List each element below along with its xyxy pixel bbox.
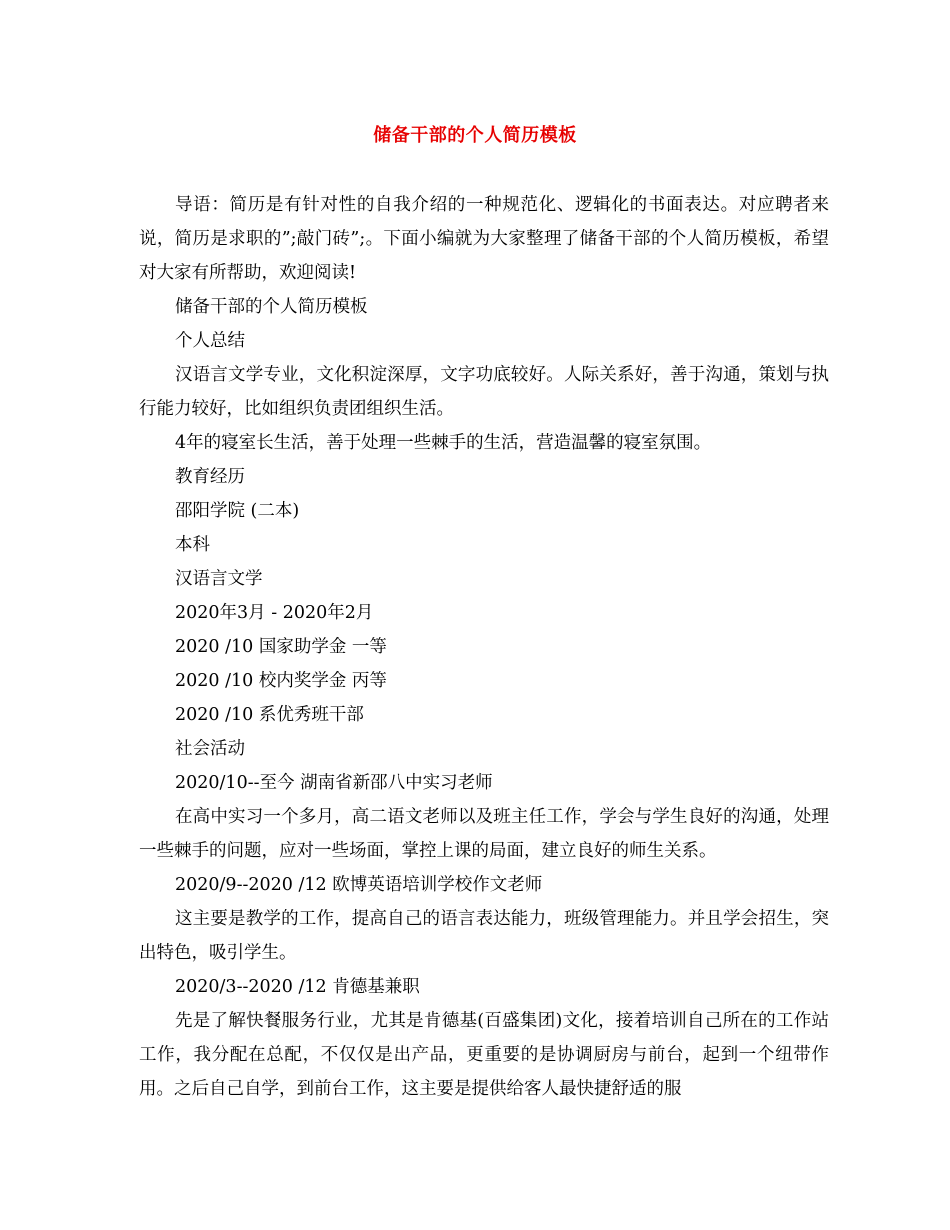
award-line: 2020 /10 系优秀班干部 xyxy=(175,705,364,725)
section-heading-activities: 社会活动 xyxy=(175,739,245,759)
activity-paragraph: 这主要是教学的工作，提高自己的语言表达能力，班级管理能力。并且学会招生，突出特色，吸引学生。 xyxy=(139,909,829,963)
education-line: 邵阳学院 (二本) xyxy=(175,501,300,521)
section-heading-summary: 个人总结 xyxy=(175,331,245,351)
document-body xyxy=(139,188,829,1106)
education-line: 2020年3月 - 2020年2月 xyxy=(175,603,374,623)
summary-paragraph: 汉语言文学专业，文化积淀深厚，文字功底较好。人际关系好，善于沟通，策划与执行能力较好，比如组织负责团组织生活。 xyxy=(139,365,829,419)
award-line: 2020 /10 国家助学金 一等 xyxy=(175,637,387,657)
education-line: 本科 xyxy=(175,535,210,555)
resume-heading: 储备干部的个人简历模板 xyxy=(175,297,368,317)
activity-paragraph: 在高中实习一个多月，高二语文老师以及班主任工作，学会与学生良好的沟通，处理一些棘手的问题，应对一些场面，掌控上课的局面，建立良好的师生关系。 xyxy=(139,807,829,861)
intro-paragraph: 导语：简历是有针对性的自我介绍的一种规范化、逻辑化的书面表达。对应聘者来说，简历是求职的”;敲门砖”;。下面小编就为大家整理了储备干部的个人简历模板，希望对大家有所帮助，欢迎阅读! xyxy=(139,195,829,283)
activity-heading: 2020/9--2020 /12 欧博英语培训学校作文老师 xyxy=(175,875,543,895)
section-heading-education: 教育经历 xyxy=(175,467,245,487)
activity-heading: 2020/3--2020 /12 肯德基兼职 xyxy=(175,977,420,997)
education-line: 汉语言文学 xyxy=(175,569,263,589)
activity-paragraph: 先是了解快餐服务行业，尤其是肯德基(百盛集团)文化，接着培训自己所在的工作站工作，我分配在总配，不仅仅是出产品，更重要的是协调厨房与前台，起到一个纽带作用。之后自己自学，到前台工作，这主要是提供给客人最快捷舒适的服 xyxy=(139,1011,829,1099)
summary-paragraph: 4年的寝室长生活，善于处理一些棘手的生活，营造温馨的寝室氛围。 xyxy=(175,433,712,453)
document-title: 储备干部的个人简历模板 xyxy=(373,125,577,146)
activity-heading: 2020/10--至今 湖南省新邵八中实习老师 xyxy=(175,773,493,793)
award-line: 2020 /10 校内奖学金 丙等 xyxy=(175,671,387,691)
